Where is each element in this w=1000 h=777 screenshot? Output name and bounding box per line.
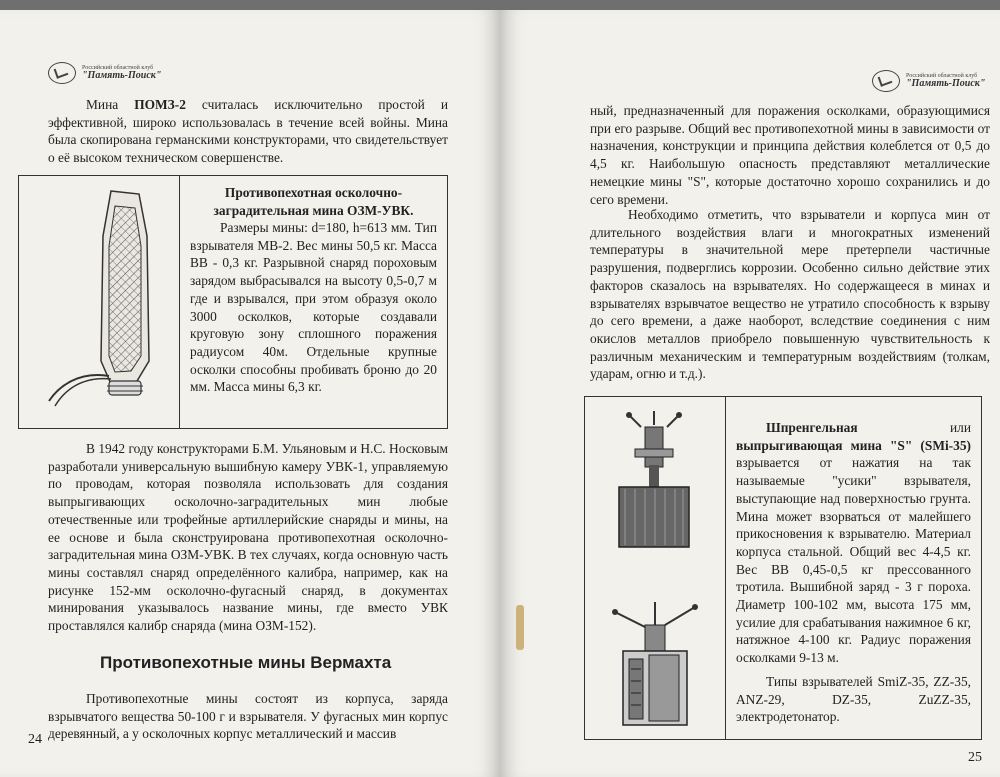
wehrmacht-paragraph: Противопехотные мины состоят из корпуса, заряда взрывчатого вещества 50-100 г и взрывателя. У фугасных мин корпус деревянный, а у осколочных корпус металлический и массив — [48, 691, 448, 742]
right-page — [500, 10, 1000, 777]
smi35-description — [726, 397, 981, 739]
ozm-uvk-mine-icon — [19, 176, 179, 426]
club-logo — [48, 62, 161, 84]
left-page — [0, 10, 500, 777]
page-number-left: 24 — [28, 732, 42, 747]
ozm-uvk-title: Противопехотная осколочно-заградительная мина ОЗМ-УВК. — [213, 185, 414, 218]
page-number-right: 25 — [968, 750, 982, 765]
logo-small-text: Российский областной клуб — [906, 73, 978, 79]
continuation-paragraph: ный, предназначенный для поражения осколками, образующимися при его разрыве. Общий вес противопехотной мины в зависимости от назначения, конструкции и принципа действия колеблется от 0,5 до 4,5 кг. Наибольшую опасность представляют металлические немецкие мины "S", которые достаточно хорошо сохранились и до сего времени. — [590, 103, 990, 207]
emblem-icon — [872, 70, 900, 92]
logo-title: "Память-Поиск" — [82, 70, 162, 81]
s-mine-icon — [585, 397, 725, 737]
ozm-uvk-figure — [19, 176, 180, 428]
binding-staple — [516, 605, 524, 650]
smi35-figure — [585, 397, 726, 739]
logo-title: "Память-Поиск" — [906, 78, 986, 89]
club-logo-right — [872, 70, 985, 92]
ozm-uvk-text: Размеры мины: d=180, h=613 мм. Тип взрывателя МВ-2. Вес мины 50,5 кг. Масса ВВ - 0,3 кг. Разрывной снаряд пороховым зарядом выбрасывался на высоту 0,5-0,7 м где и взрывался, при этом образуя около 3000 осколков, которые создавали круговую зону сплошного поражения радиусом 40м. Отдельные крупные осколки способны пробивать броню до 20 мм. Масса мины 6,3 кг. — [190, 220, 437, 395]
wehrmacht-heading: Противопехотные мины Вермахта — [100, 653, 392, 672]
emblem-icon — [48, 62, 76, 84]
uvk-history-paragraph: В 1942 году конструкторами Б.М. Ульяновым и Н.С. Носковым разработали универсальную вышибную камеру УВК-1, управляемую по проводам, которая позволяла использовать для создания выпрыгивающих осколочно-заградительных мин любые отечественные или трофейные артиллерийские снаряды и мины, на ее основе и была сконструирована противопехотная осколочно-заградительная мина ОЗМ-УВК. В тех случаях, когда основную часть мины составлял снаряд определённого калибра, например, как на рисунке 152-мм осколочно-фугасный снаряд, в документах минирования указывалось название мины, где вместо УВК проставлялся калибр снаряда (мина ОЗМ-152). — [48, 441, 448, 634]
corrosion-paragraph: Необходимо отметить, что взрыватели и корпуса мин от длительного воздействия влаги и многократных изменений температуры в значительной мере претерпели частичные разрушения, подверглись коррозии. Особенно сильно действие этих факторов сказалось на взрывателях. Но содержащееся в минах и взрывателях взрывчатое вещество не утратило способность к взрыву до сего времени, а даже наоборот, вследствие соединения с ним окислов металлов приобрело повышенную чувствительность к различным механическим и температурным воздействиям (толкам, ударам, огню и т.д.). — [590, 207, 990, 382]
intro-paragraph: Мина ПОМЗ-2 считалась исключительно простой и эффективной, широко использовалась в течение всей войны. Мина была скопирована германскими конструкторами, что свидетельствует о её высоком техническом совершенстве. — [48, 97, 448, 166]
smi35-box — [584, 396, 982, 740]
smi35-fuzes: Типы взрывателей SmiZ-35, ZZ-35, ANZ-29, DZ-35, ZuZZ-35, электродетонатор. — [736, 673, 971, 725]
ozm-uvk-description — [180, 176, 447, 428]
smi35-text: Шпренгельная или выпрыгивающая мина "S" (SMi-35) взрывается от нажатия на так называемые "усики" взрывателя, выступающие над поверхностью грунта. Мина может взорваться от малейшего прикосновения к взрывателю. Материал корпуса стальной. Общий вес 4-4,5 кг. Вес ВВ 0,45-0,5 кг прессованного тротила. Вышибной заряд - 3 г пороха. Диаметр 100-102 мм, высота 175 мм, усилие для срабатывания нажимное 6 кг, натяжное 4-100 кг. Радиус поражения осколками 9-13 м. — [736, 420, 971, 666]
logo-small-text: Российский областной клуб — [82, 65, 154, 71]
ozm-uvk-box — [18, 175, 448, 429]
book-spread — [0, 10, 1000, 777]
